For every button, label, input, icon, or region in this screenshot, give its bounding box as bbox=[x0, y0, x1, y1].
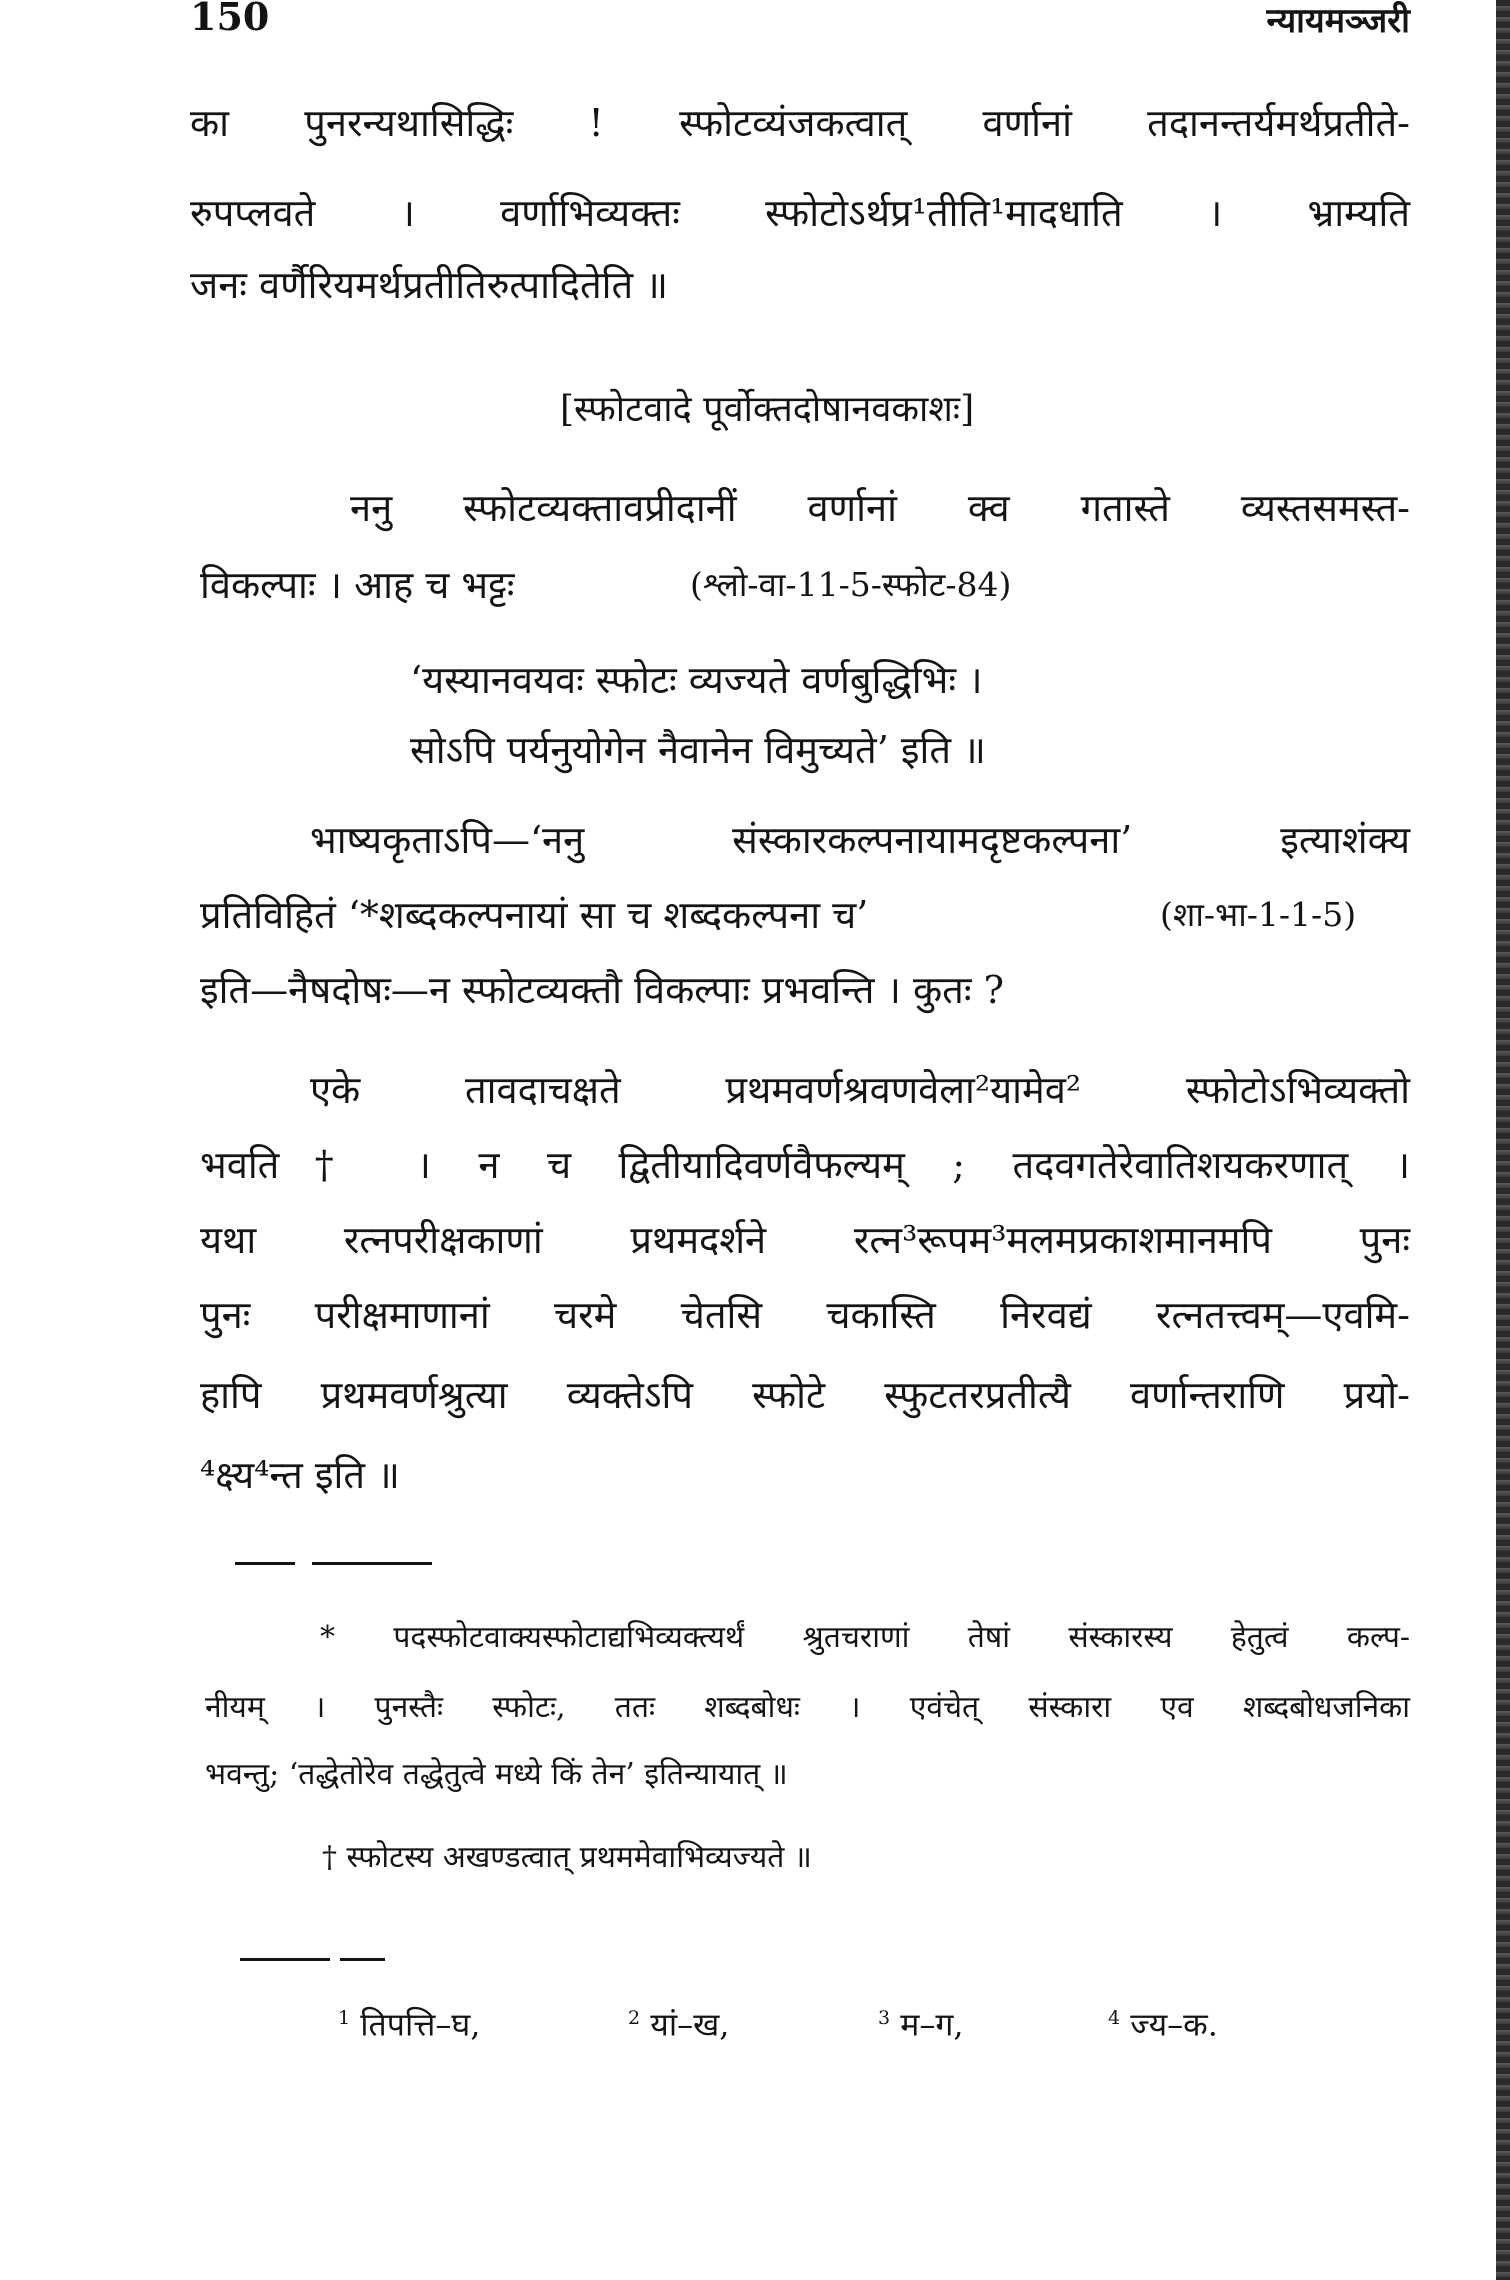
paragraph-3-line-1: भाष्यकृताऽपि—‘ननु संस्कारकल्पनायामदृष्टकल्पना’ इत्याशंक्य bbox=[310, 818, 1410, 862]
paragraph-1-line-3: जनः वर्णैरियमर्थप्रतीतिरुत्पादितेति ॥ bbox=[190, 263, 668, 307]
footnote-star-line-2: नीयम् । पुनस्तैः स्फोटः, ततः शब्दबोधः । एवंचेत् संस्कारा एव शब्दबोधजनिका bbox=[205, 1690, 1410, 1725]
paragraph-2-line-2: विकल्पाः । आह च भट्टः bbox=[200, 563, 515, 607]
variant-reading-1 bbox=[338, 1993, 480, 2050]
paragraph-3-line-2: प्रतिविहितं ‘*शब्दकल्पनायां सा च शब्दकल्पना च’ bbox=[200, 893, 869, 937]
citation-shabara-bhashya: (शा-भा-1-1-5) bbox=[1160, 895, 1357, 934]
citation-shloka-vartika: (श्लो-वा-11-5-स्फोट-84) bbox=[690, 565, 1012, 604]
section-heading: [स्फोटवादे पूर्वोक्तदोषानवकाशः] bbox=[560, 389, 975, 430]
verse-line-1: ‘यस्यानवयवः स्फोटः व्यज्यते वर्णबुद्धिभिः । bbox=[410, 658, 983, 702]
variant-text: यां–ख, bbox=[650, 2005, 730, 2044]
variant-text: ज्य–क. bbox=[1130, 2005, 1218, 2044]
paragraph-4-line-2: भवति† । न च द्वितीयादिवर्णवैफल्यम् ; तदवगतेरेवातिशयकरणात् । bbox=[200, 1143, 1410, 1187]
variant-number: 2 bbox=[628, 2007, 641, 2029]
variant-text: म–ग, bbox=[900, 2005, 964, 2044]
page-binding-edge bbox=[1496, 0, 1510, 2280]
paragraph-3-line-3: इति—नैषदोषः—न स्फोटव्यक्तौ विकल्पाः प्रभवन्ति । कुतः ? bbox=[200, 968, 1004, 1012]
paragraph-4-line-6: ⁴क्ष्य⁴न्त इति ॥ bbox=[200, 1453, 400, 1497]
footnote-star-line-3: भवन्तु; ‘तद्धेतोरेव तद्धेतुत्वे मध्ये किं तेन’ इतिन्यायात् ॥ bbox=[205, 1757, 788, 1792]
variant-number: 1 bbox=[338, 2007, 351, 2029]
paragraph-4-line-4: पुनः परीक्षमाणानां चरमे चेतसि चकास्ति निरवद्यं रत्नतत्त्वम्—एवमि- bbox=[200, 1293, 1410, 1337]
variant-reading-4 bbox=[1108, 1993, 1218, 2050]
variant-reading-3 bbox=[878, 1993, 964, 2050]
page-number: 150 bbox=[190, 0, 270, 39]
variant-text: तिपत्ति–घ, bbox=[360, 2005, 481, 2044]
paragraph-4-line-5: हापि प्रथमवर्णश्रुत्या व्यक्तेऽपि स्फोटे स्फुटतरप्रतीत्यै वर्णान्तराणि प्रयो- bbox=[200, 1373, 1410, 1417]
variant-number: 3 bbox=[878, 2007, 891, 2029]
verse-line-2: सोऽपि पर्यनुयोगेन नैवानेन विमुच्यते’ इति ॥ bbox=[410, 728, 986, 772]
paragraph-1-line-1: का पुनरन्यथासिद्धिः ! स्फोटव्यंजकत्वात् वर्णानां तदानन्तर्यमर्थप्रतीते- bbox=[190, 101, 1410, 145]
variant-rule-segment-2 bbox=[340, 1958, 385, 1961]
paragraph-2-line-1: ननु स्फोटव्यक्तावप्रीदानीं वर्णानां क्व गतास्ते व्यस्तसमस्त- bbox=[350, 486, 1410, 530]
footnote-star-line-1: * पदस्फोटवाक्यस्फोटाद्यभिव्यक्त्यर्थं श्रुतचराणां तेषां संस्कारस्य हेतुत्वं कल्प- bbox=[320, 1620, 1410, 1655]
paragraph-1-line-2: रुपप्लवते । वर्णाभिव्यक्तः स्फोटोऽर्थप्र¹तीति¹मादधाति । भ्राम्यति bbox=[190, 191, 1410, 235]
footnote-dagger: † स्फोटस्य अखण्डत्वात् प्रथममेवाभिव्यज्यते ॥ bbox=[322, 1840, 812, 1875]
paragraph-4-line-1: एके तावदाचक्षते प्रथमवर्णश्रवणवेला²यामेव² स्फोटोऽभिव्यक्तो bbox=[310, 1068, 1410, 1112]
footnote-rule-segment-1 bbox=[235, 1562, 295, 1565]
paragraph-4-line-3: यथा रत्नपरीक्षकाणां प्रथमदर्शने रत्न³रूपम³मलमप्रकाशमानमपि पुनः bbox=[200, 1218, 1410, 1262]
variant-number: 4 bbox=[1108, 2007, 1121, 2029]
running-title: न्यायमञ्जरी bbox=[1266, 1, 1410, 41]
page-header bbox=[190, 0, 1410, 40]
footnote-rule-segment-2 bbox=[312, 1562, 432, 1565]
variant-reading-2 bbox=[628, 1993, 729, 2050]
variant-rule-segment-1 bbox=[240, 1958, 330, 1961]
